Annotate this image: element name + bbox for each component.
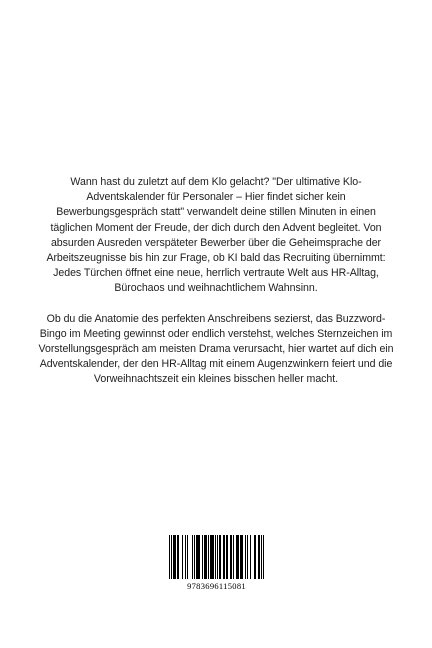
barcode-bar	[240, 535, 243, 579]
barcode-bar	[245, 535, 246, 579]
barcode-bar	[194, 535, 195, 579]
barcode-bar	[254, 535, 256, 579]
barcode-bar	[223, 535, 225, 579]
barcode-bar	[187, 535, 188, 579]
barcode-bar	[192, 535, 193, 579]
barcode-bars	[166, 535, 267, 579]
barcode-bar	[250, 535, 251, 579]
barcode-bar	[169, 535, 170, 579]
barcode-bar	[219, 535, 221, 579]
barcode-bar	[196, 535, 200, 579]
barcode-bar	[215, 535, 216, 579]
barcode-bar	[171, 535, 172, 579]
blurb-paragraph-2: Ob du die Anatomie des perfekten Anschreibens sezierst, das Buzzword-Bingo im Meeting gewinnst oder endlich verstehst, welches Sternzeichen im Vorstellungsgespräch am meisten Drama verursacht, hier wartet auf dich ein Adventskalender, der den HR-Alltag mit einem Augenzwinkern feiert und die Vorweihnachtszeit ein kleines bisschen heller macht.	[38, 312, 394, 386]
barcode-bar	[233, 535, 234, 579]
isbn-barcode	[166, 535, 267, 591]
barcode-bar	[217, 535, 218, 579]
barcode-bar	[258, 535, 260, 579]
barcode-bar	[202, 535, 203, 579]
barcode-bar	[204, 535, 207, 579]
barcode-bar	[182, 535, 183, 579]
barcode-bar	[173, 535, 176, 579]
barcode-bar	[247, 535, 248, 579]
barcode-bar	[236, 535, 239, 579]
barcode-bar	[263, 535, 264, 579]
isbn-number: 9783696115081	[187, 581, 246, 591]
barcode-bar	[185, 535, 186, 579]
barcode-bar	[261, 535, 262, 579]
barcode-bar	[210, 535, 214, 579]
barcode-bar	[208, 535, 209, 579]
blurb-paragraph-1: Wann hast du zuletzt auf dem Klo gelacht? "Der ultimative Klo-Adventskalender für Personaler – Hier findet sicher kein Bewerbungsgespräch statt" verwandelt deine stillen Minuten in einen täglichen Moment der Freude, der dich durch den Advent begleitet. Von absurden Ausreden verspäteter Bewerber über die Geheimsprache der Arbeitszeugnisse bis hin zur Frage, ob KI bald das Recruiting übernimmt: Jedes Türchen öffnet eine neue, herrlich vertraute Welt aus HR-Alltag, Bürochaos und weihnachtlichem Wahnsinn.	[46, 176, 386, 295]
barcode-bar	[230, 535, 232, 579]
blurb-text	[38, 175, 394, 388]
barcode-bar	[226, 535, 228, 579]
barcode-bar	[177, 535, 179, 579]
